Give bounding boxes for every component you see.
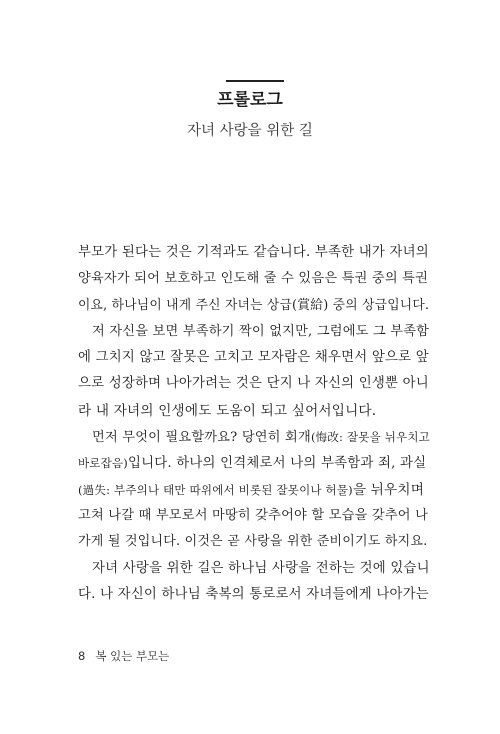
text-line (78, 556, 430, 582)
text-run: 라 내 자녀의 인생에도 도움이 되고 싶어서입니다. (78, 402, 377, 419)
text-run: 입니다. 하나의 인격체로서 나의 부족함과 죄, 과실 (127, 456, 427, 472)
annotation-note: (過失: 부주의나 태만 따위에서 비롯된 잘못이나 허물) (78, 482, 353, 497)
text-run: 이요, 하나님이 내게 주신 자녀는 상급(賞給) 중의 상급입니다. (78, 297, 430, 313)
text-line (78, 240, 430, 266)
text-line (78, 371, 430, 397)
title-rule (226, 80, 284, 82)
chapter-subtitle: 자녀 사랑을 위한 길 (187, 123, 313, 139)
text-line (78, 477, 430, 503)
text-line (78, 319, 430, 345)
chapter-title: 프롤로그 (217, 90, 283, 110)
text-run: 자녀 사랑을 위한 길은 하나님 사랑을 전하는 것에 있습니 (92, 560, 430, 576)
text-line (78, 503, 430, 529)
text-line (78, 424, 430, 450)
text-run: 을 뉘우치며 (352, 481, 425, 498)
page-footer (78, 648, 169, 664)
running-book-title: 복 있는 부모는 (95, 649, 170, 663)
text-line (78, 293, 430, 319)
text-line (78, 266, 430, 292)
text-line (78, 529, 430, 555)
text-run: 먼저 무엇이 필요할까요? 당연히 회개 (92, 430, 311, 446)
text-run: 에 그치지 않고 잘못은 고치고 모자람은 채우면서 앞으로 앞 (78, 350, 429, 366)
text-line (78, 450, 430, 476)
body-text (78, 240, 430, 608)
text-run: 부모가 된다는 것은 기적과도 같습니다. 부족한 내가 자녀의 (78, 245, 429, 260)
text-run: 저 자신을 보면 부족하기 짝이 없지만, 그럼에도 그 부족함 (92, 323, 430, 339)
text-run: 양육자가 되어 보호하고 인도해 줄 수 있음은 특권 중의 특권 (78, 271, 429, 287)
page-number: 8 (78, 649, 86, 663)
text-run: 가게 될 것입니다. 이것은 곧 사랑을 위한 준비이기도 하지요. (78, 534, 428, 550)
annotation-note: 바로잡음) (78, 456, 128, 471)
annotation-note: (悔改: 잘못을 뉘우치고 (310, 430, 430, 445)
text-run: 고쳐 나갈 때 부모로서 마땅히 갖추어야 할 모습을 갖추어 나 (78, 507, 429, 523)
text-line (78, 398, 430, 424)
text-line (78, 582, 430, 608)
text-run: 으로 성장하며 나아가려는 것은 단지 나 자신의 인생뿐 아니 (78, 376, 429, 392)
text-line (78, 345, 430, 371)
text-run: 다. 나 자신이 하나님 축복의 통로로서 자녀들에게 나아가는 (78, 586, 429, 602)
